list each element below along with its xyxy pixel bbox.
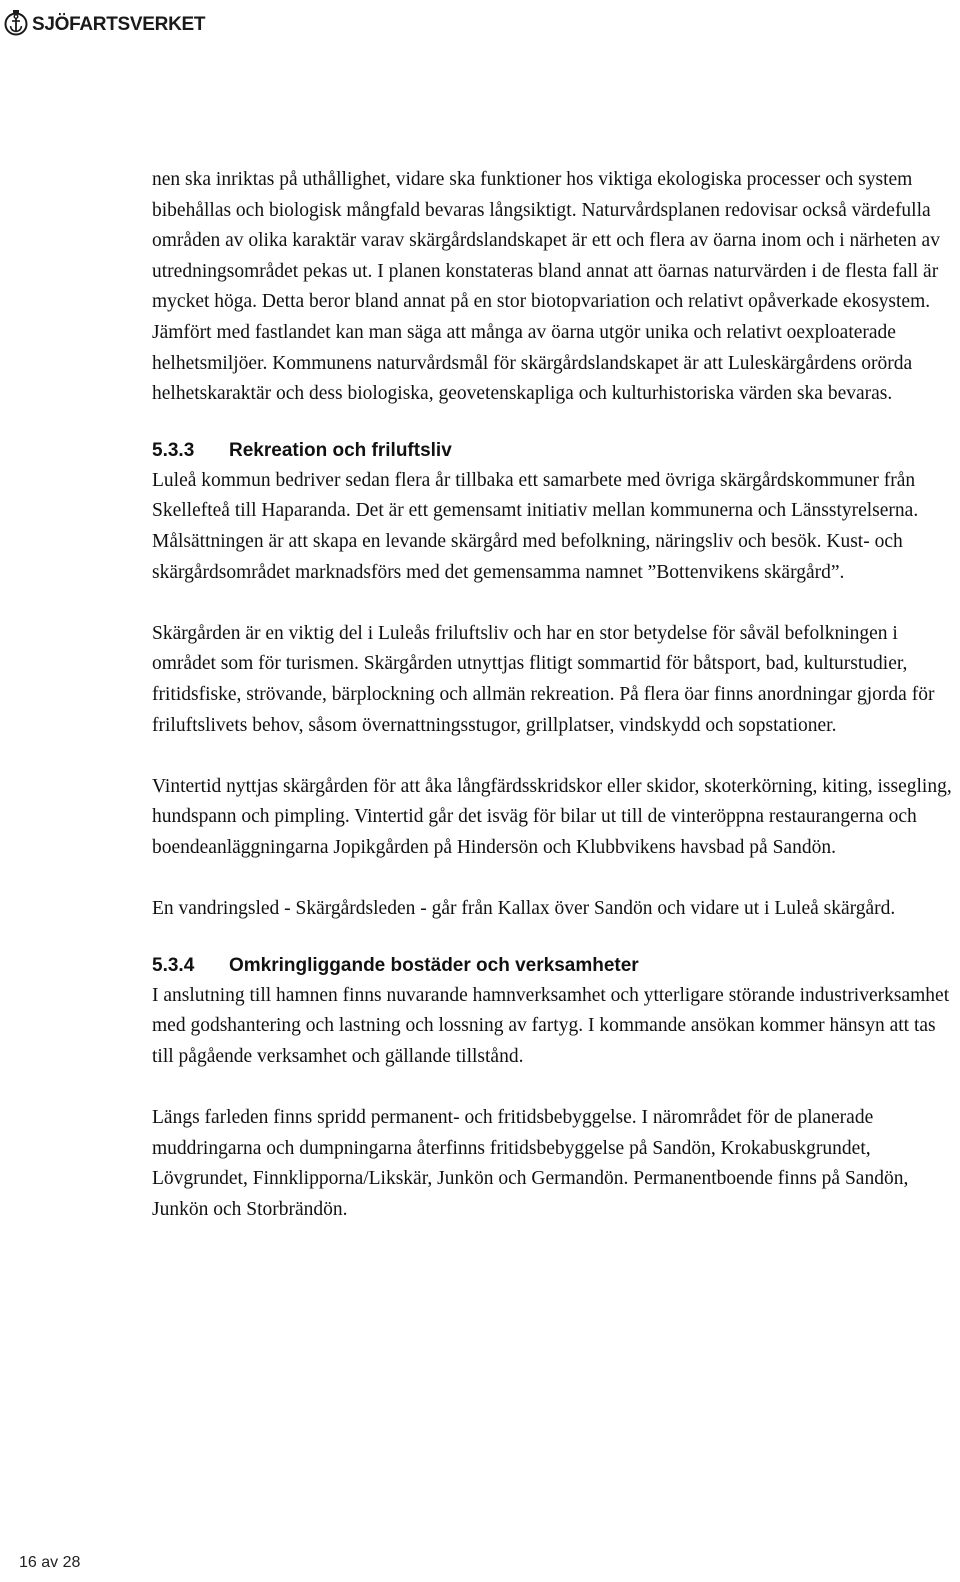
page-number: 16 av 28	[19, 1554, 81, 1571]
body-paragraph: Luleå kommun bedriver sedan flera år tillbaka ett samarbete med övriga skärgårdskommuner från Skellefteå till Haparanda. Det är ett gemensamt initiativ mellan kommunerna och Länsstyrelserna. Målsättningen är att skapa en levande skärgård med befolkning, näringsliv och besök. Kust- och skärgårdsområdet marknadsförs med det gemensamma namnet ”Bottenvikens skärgård”.	[152, 469, 919, 583]
body-paragraph: Längs farleden finns spridd permanent- och fritidsbebyggelse. I närområdet för de planerade muddringarna och dumpningarna återfinns fritidsbebyggelse på Sandön, Krokabuskgrundet, Lövgrundet, Finnklipporna/Likskär, Junkön och Germandön. Permanentboende finns på Sandön, Junkön och Storbrändön.	[152, 1107, 909, 1220]
section-heading	[152, 436, 952, 466]
anchor-emblem-icon	[4, 9, 28, 39]
body-paragraph: nen ska inriktas på uthållighet, vidare ska funktioner hos viktiga ekologiska processer och system bibehållas och biologisk mångfald bevaras långsiktigt. Naturvårdsplanen redovisar också värdefulla områden av olika karaktär varav skärgårdslandskapet är ett och flera av öarna inom och i närheten av utredningsområdet pekas ut. I planen konstateras bland annat att öarnas naturvärden i de flesta fall är mycket höga. Detta beror bland annat på en stor biotopvariation och relativt opåverkade ekosystem. Jämfört med fastlandet kan man säga att många av öarna utgör unika och relativt oexploaterade helhetsmiljöer. Kommunens naturvårdsmål för skärgårdslandskapet är att Luleskärgårdens orörda helhetskaraktär och dess biologiska, geovetenskapliga och kulturhistoriska värden ska bevaras.	[152, 169, 940, 405]
header-logo	[4, 9, 205, 39]
body-paragraph: I anslutning till hamnen finns nuvarande hamnverksamhet och ytterligare störande industriverksamhet med godshantering och lastning och lossning av fartyg. I kommande ansökan kommer hänsyn att tas till pågående verksamhet och gällande tillstånd.	[152, 984, 950, 1067]
document-body	[152, 165, 952, 1225]
body-paragraph: Vintertid nyttjas skärgården för att åka långfärdsskridskor eller skidor, skoterkörning, kiting, issegling, hundspann och pimpling. Vintertid går det isväg för bilar ut till de vinteröppna restaurangerna och boendeanläggningarna Jopikgården på Hindersön och Klubbvikens havsbad på Sandön.	[152, 775, 952, 858]
logo-wordmark: SJÖFARTSVERKET	[32, 13, 206, 35]
section-number: 5.3.3	[152, 439, 195, 461]
section-number: 5.3.4	[152, 954, 195, 976]
section-heading	[152, 951, 952, 981]
section-title: Omkringliggande bostäder och verksamheter	[229, 954, 639, 976]
section-title: Rekreation och friluftsliv	[229, 439, 452, 461]
body-paragraph: En vandringsled - Skärgårdsleden - går från Kallax över Sandön och vidare ut i Luleå skärgård.	[152, 898, 896, 920]
body-paragraph: Skärgården är en viktig del i Luleås friluftsliv och har en stor betydelse för såväl befolkningen i området som för turismen. Skärgården utnyttjas flitigt sommartid för båtsport, bad, kulturstudier, fritidsfiske, strövande, bärplockning och allmän rekreation. På flera öar finns anordningar gjorda för friluftslivets behov, såsom övernattningsstugor, grillplatser, vindskydd och sopstationer.	[152, 622, 935, 736]
